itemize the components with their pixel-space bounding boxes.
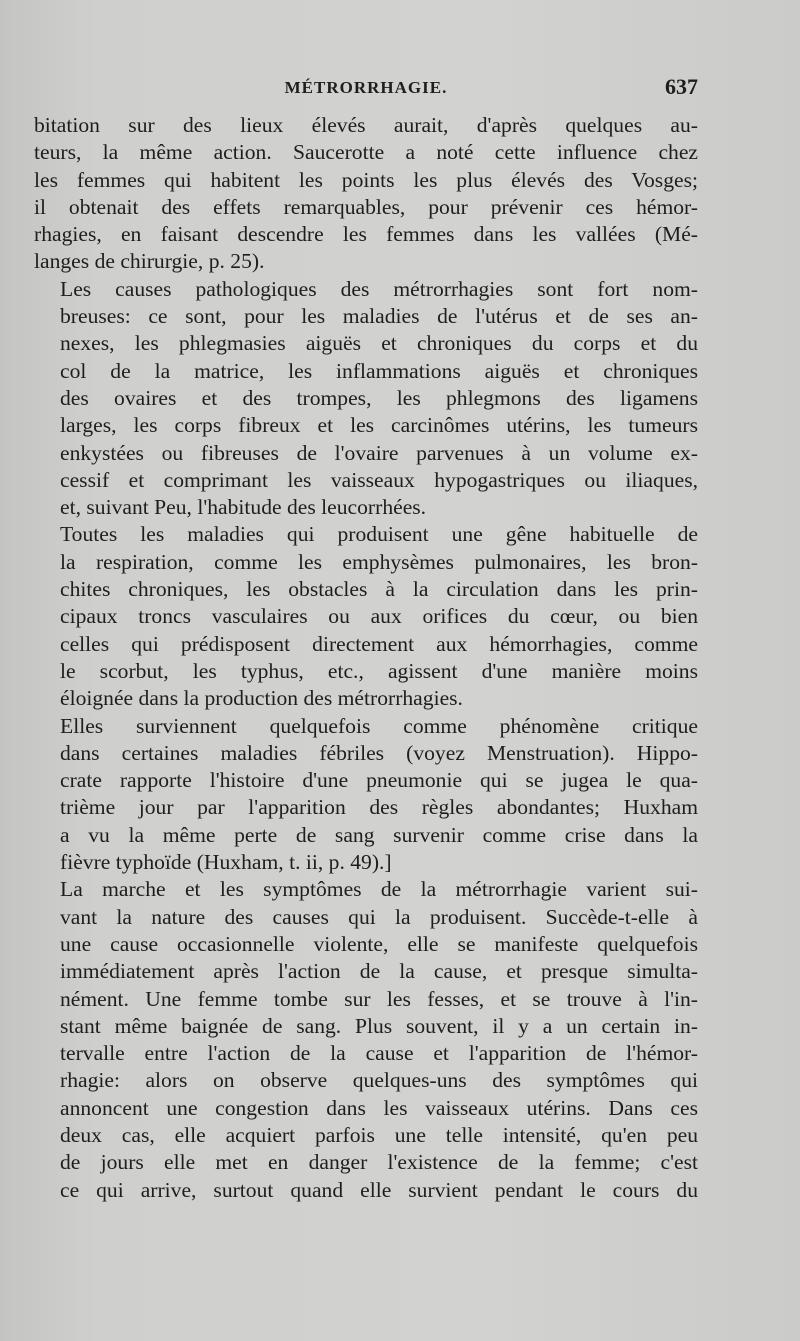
paragraph — [34, 876, 698, 1204]
text-line: et, suivant Peu, l'habitude des leucorrhées. — [60, 495, 427, 520]
text-line: annoncent une congestion dans les vaisseaux utérins. Dans ces — [60, 1095, 698, 1120]
text-line: enkystées ou fibreuses de l'ovaire parvenues à un volume ex- — [60, 440, 698, 465]
running-title: MÉTRORRHAGIE. — [284, 78, 448, 97]
text-line: la respiration, comme les emphysèmes pulmonaires, les bron- — [60, 549, 698, 574]
text-line: le scorbut, les typhus, etc., agissent d'une manière moins — [60, 658, 698, 683]
text-line: larges, les corps fibreux et les carcinômes utérins, les tumeurs — [60, 413, 698, 438]
text-line: trième jour par l'apparition des règles abondantes; Huxham — [60, 795, 698, 820]
body-text — [34, 112, 698, 1204]
text-line: immédiatement après l'action de la cause, et presque simulta- — [60, 959, 698, 984]
text-line: vant la nature des causes qui la produisent. Succède-t-elle à — [60, 904, 698, 929]
text-line: chites chroniques, les obstacles à la circulation dans les prin- — [60, 577, 698, 602]
text-line: dans certaines maladies fébriles (voyez Menstruation). Hippo- — [60, 740, 698, 765]
text-line: Elles surviennent quelquefois comme phénomène critique — [60, 713, 698, 738]
text-line: breuses: ce sont, pour les maladies de l'utérus et de ses an- — [60, 304, 698, 329]
paragraph — [34, 276, 698, 522]
page-header — [34, 74, 698, 108]
text-line: éloignée dans la production des métrorrhagies. — [60, 686, 463, 711]
text-line: fièvre typhoïde (Huxham, t. ii, p. 49).] — [60, 850, 392, 875]
text-line: cessif et comprimant les vaisseaux hypogastriques ou iliaques, — [60, 467, 698, 492]
text-line: langes de chirurgie, p. 25). — [34, 249, 265, 274]
text-line: bitation sur des lieux élevés aurait, d'après quelques au- — [34, 113, 698, 137]
text-line: tervalle entre l'action de la cause et l'apparition de l'hémor- — [60, 1041, 698, 1066]
text-line: une cause occasionnelle violente, elle se manifeste quelquefois — [60, 931, 698, 956]
text-line: La marche et les symptômes de la métrorrhagie varient sui- — [60, 877, 698, 902]
text-line: rhagie: alors on observe quelques-uns des symptômes qui — [60, 1068, 698, 1093]
text-line: les femmes qui habitent les points les plus élevés des Vosges; — [34, 167, 698, 192]
text-line: col de la matrice, les inflammations aiguës et chroniques — [60, 358, 698, 383]
text-line: ce qui arrive, surtout quand elle survient pendant le cours du — [60, 1177, 698, 1202]
text-line: Toutes les maladies qui produisent une gêne habituelle de — [60, 522, 698, 547]
text-line: teurs, la même action. Saucerotte a noté cette influence chez — [34, 140, 698, 165]
paragraph — [34, 713, 698, 877]
text-line: nexes, les phlegmasies aiguës et chroniques du corps et du — [60, 331, 698, 356]
text-line: nément. Une femme tombe sur les fesses, et se trouve à l'in- — [60, 986, 698, 1011]
text-line: a vu la même perte de sang survenir comme crise dans la — [60, 822, 698, 847]
text-line: de jours elle met en danger l'existence de la femme; c'est — [60, 1150, 698, 1175]
text-line: des ovaires et des trompes, les phlegmons des ligamens — [60, 385, 698, 410]
text-line: cipaux troncs vasculaires ou aux orifices du cœur, ou bien — [60, 604, 698, 629]
text-line: rhagies, en faisant descendre les femmes dans les vallées (Mé- — [34, 222, 698, 247]
text-line: Les causes pathologiques des métrorrhagies sont fort nom- — [60, 276, 698, 301]
text-line: il obtenait des effets remarquables, pour prévenir ces hémor- — [34, 194, 698, 219]
paragraph — [34, 112, 698, 276]
text-line: celles qui prédisposent directement aux hémorrhagies, comme — [60, 631, 698, 656]
text-line: stant même baignée de sang. Plus souvent, il y a un certain in- — [60, 1013, 698, 1038]
text-line: crate rapporte l'histoire d'une pneumonie qui se jugea le qua- — [60, 768, 698, 793]
text-line: deux cas, elle acquiert parfois une telle intensité, qu'en peu — [60, 1122, 698, 1147]
page-number: 637 — [665, 74, 698, 99]
paragraph — [34, 521, 698, 712]
